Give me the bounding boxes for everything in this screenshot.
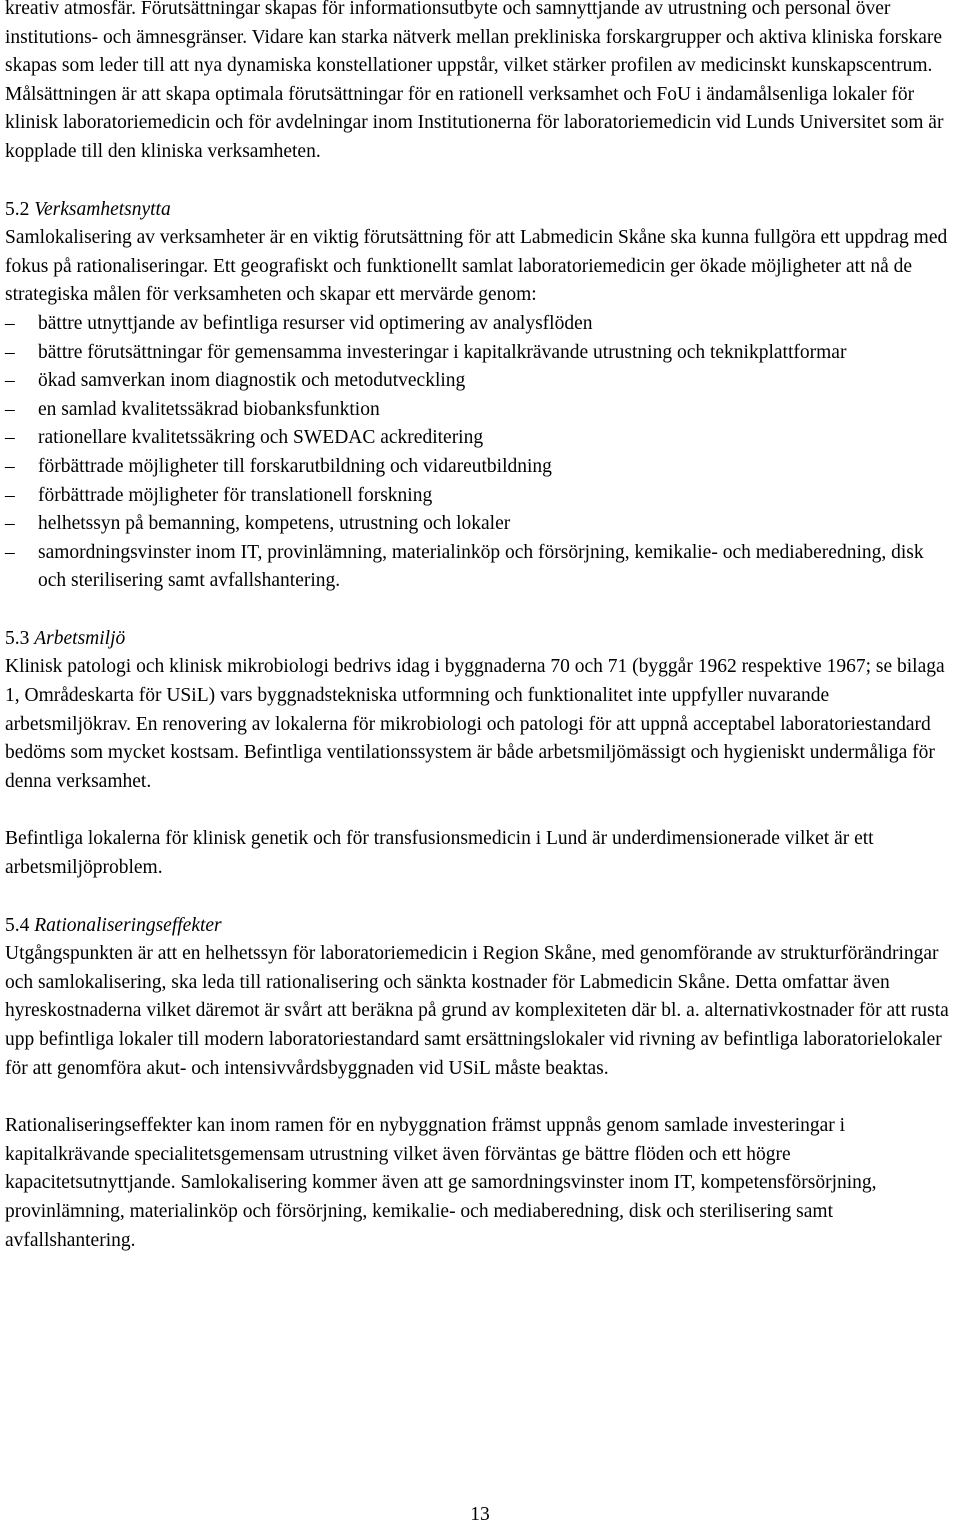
list-item-text: förbättrade möjligheter till forskarutbildning och vidareutbildning [38, 455, 552, 477]
list-item-text: ökad samverkan inom diagnostik och metodutveckling [38, 370, 466, 392]
section-title: Rationaliseringseffekter [34, 914, 222, 936]
section-heading-5-3 [5, 625, 955, 654]
list-item-text: förbättrade möjligheter för translationell forskning [38, 484, 433, 506]
list-item [5, 482, 955, 511]
arbetsmiljo-paragraph-2: Befintliga lokalerna för klinisk genetik och för transfusionsmedicin i Lund är underdimensionerade vilket är ett arbetsmiljöproblem. [5, 828, 874, 879]
list-item-text: rationellare kvalitetssäkring och SWEDAC ackreditering [38, 427, 484, 449]
arbetsmiljo-paragraph-1: Klinisk patologi och klinisk mikrobiologi bedrivs idag i byggnaderna 70 och 71 (byggår 1962 respektive 1967; se bilaga 1, Områdeskarta för USiL) vars byggnadstekniska utformning och funktionalitet inte uppfyller nuvarande arbetsmiljökrav. En renovering av lokalerna för mikrobiologi och patologi för att uppnå acceptabel laboratoriestandard bedöms som mycket kostsam. Befintliga ventilationssystem är både arbetsmiljömässigt och hygieniskt undermåliga för denna verksamhet. [5, 656, 945, 792]
dash-marker: – [5, 398, 15, 420]
dash-marker: – [5, 370, 15, 392]
dash-marker: – [5, 312, 15, 334]
list-item-text: en samlad kvalitetssäkrad biobanksfunktion [38, 398, 380, 420]
list-item [5, 339, 955, 368]
page-number: 13 [470, 1504, 490, 1525]
section-number: 5.2 [5, 198, 30, 220]
section-heading-5-2 [5, 196, 955, 225]
list-item [5, 396, 955, 425]
dash-marker: – [5, 541, 15, 563]
dash-marker: – [5, 427, 15, 449]
dash-marker: – [5, 341, 15, 363]
rationalisering-paragraph-2: Rationaliseringseffekter kan inom ramen för en nybyggnation främst uppnås genom samlade investeringar i kapitalkrävande specialitetsgemensam utrustning vilket även förväntas ge bättre flöden och ett högre kapacitetsutnyttjande. Samlokalisering kommer även att ge samordningsvinster inom IT, kompetensförsörjning, provinlämning, materialinköp och försörjning, kemikalie- och mediaberedning, disk och sterilisering samt avfallshantering. [5, 1115, 877, 1251]
list-item-text: samordningsvinster inom IT, provinlämning, materialinköp och försörjning, kemikalie- och mediaberedning, disk och sterilisering samt avfallshantering. [38, 541, 924, 592]
section-heading-5-4 [5, 912, 955, 941]
section-title: Arbetsmiljö [34, 627, 126, 649]
verksamhetsnytta-paragraph: Samlokalisering av verksamheter är en viktig förutsättning för att Labmedicin Skåne ska kunna fullgöra ett uppdrag med fokus på rationaliseringar. Ett geografiskt och funktionellt samlat laboratoriemedicin ger ökade möjligheter att nå de strategiska målen för verksamheten och skapar ett mervärde genom: [5, 227, 948, 306]
list-item [5, 367, 955, 396]
section-number: 5.3 [5, 627, 30, 649]
list-item [5, 539, 955, 596]
dash-marker: – [5, 513, 15, 535]
list-item [5, 453, 955, 482]
dash-marker: – [5, 455, 15, 477]
section-title: Verksamhetsnytta [34, 198, 171, 220]
list-item-text: bättre förutsättningar för gemensamma investeringar i kapitalkrävande utrustning och teknikplattformar [38, 341, 847, 363]
document-page [5, 0, 955, 1255]
list-item-text: bättre utnyttjande av befintliga resurser vid optimering av analysflöden [38, 312, 593, 334]
list-item [5, 310, 955, 339]
section-number: 5.4 [5, 914, 30, 936]
intro-paragraph: kreativ atmosfär. Förutsättningar skapas för informationsutbyte och samnyttjande av utrustning och personal över institutions- och ämnesgränser. Vidare kan starka nätverk mellan prekliniska forskargrupper och aktiva kliniska forskare skapas som leder till att nya dynamiska konstellationer uppstår, vilket stärker profilen av medicinskt kunskapscentrum. Målsättningen är att skapa optimala förutsättningar för en rationell verksamhet och FoU i ändamålsenliga lokaler för klinisk laboratoriemedicin och för avdelningar inom Institutionerna för laboratoriemedicin vid Lunds Universitet som är kopplade till den kliniska verksamheten. [5, 0, 944, 162]
dash-marker: – [5, 484, 15, 506]
benefits-list [5, 310, 955, 596]
list-item-text: helhetssyn på bemanning, kompetens, utrustning och lokaler [38, 513, 511, 535]
list-item [5, 424, 955, 453]
rationalisering-paragraph-1: Utgångspunkten är att en helhetssyn för laboratoriemedicin i Region Skåne, med genomförande av strukturförändringar och samlokalisering, ska leda till rationalisering och sänkta kostnader för Labmedicin Skåne. Detta omfattar även hyreskostnaderna vilket däremot är svårt att beräkna på grund av komplexiteten där bl. a. alternativkostnader för att rusta upp befintliga lokaler till modern laboratoriestandard samt ersättningslokaler vid rivning av befintliga laboratorielokaler för att genomföra akut- och intensivvårdsbyggnaden vid USiL måste beaktas. [5, 943, 949, 1079]
list-item [5, 510, 955, 539]
